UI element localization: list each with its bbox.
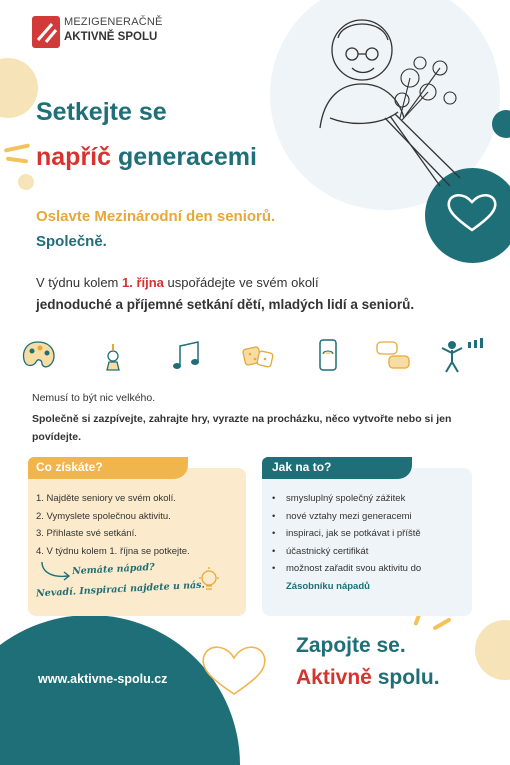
logo-line1: MEZIGENERAČNĚ — [64, 16, 163, 28]
chess-candle-icon — [93, 336, 133, 376]
subhead-line1: Oslavte Mezinárodní den seniorů. — [36, 208, 276, 225]
phone-icon — [308, 336, 348, 376]
heart-outline-icon — [196, 640, 272, 700]
cta-rest: spolu. — [371, 666, 440, 689]
decor-dot — [492, 110, 510, 138]
palette-icon — [18, 336, 58, 376]
decor-stroke — [432, 617, 451, 630]
lightbulb-icon — [196, 566, 222, 596]
steps-list — [36, 490, 190, 560]
handwritten-answer: Nevadí. Inspiraci najdete u nás. — [35, 579, 206, 600]
intro-pre: V týdnu kolem — [36, 275, 122, 290]
ideas-link[interactable]: Zásobníku nápadů — [286, 580, 370, 592]
dice-icon — [238, 336, 278, 376]
headline-line1: Setkejte se — [36, 98, 167, 126]
intro-line1 — [36, 275, 319, 290]
cta-red: Aktivně — [296, 666, 372, 689]
list-item: • nové vztahy mezi generacemi — [272, 510, 412, 522]
decor-stroke — [6, 156, 28, 163]
body-text-2: Společně si zazpívejte, zahrajte hry, vyrazte na procházku, něco vytvořte nebo si jen povídejte. — [32, 413, 452, 443]
list-item: • možnost zařadit svou aktivitu do Zásobníku nápadů — [272, 563, 422, 592]
decor-dot — [475, 620, 510, 680]
list-item: • smysluplný společný zážitek — [272, 493, 406, 504]
list-item: 4. V týdnu kolem 1. října se potkejte. — [36, 545, 190, 557]
logo-icon — [32, 16, 60, 48]
grandmother-illustration — [290, 8, 470, 188]
music-notes-icon — [168, 336, 208, 376]
activity-icons — [18, 336, 488, 376]
body-text-1: Nemusí to být nic velkého. — [32, 392, 156, 404]
card-left-title: Co získáte? — [36, 460, 103, 474]
handwritten-question: Nemáte nápad? — [71, 561, 155, 578]
benefits-list — [272, 490, 462, 595]
intro-line2: jednoduché a příjemné setkání dětí, mladých lidí a seniorů. — [36, 297, 415, 312]
logo-line2: AKTIVNĚ SPOLU — [64, 31, 158, 43]
website-link[interactable]: www.aktivne-spolu.cz — [38, 672, 168, 686]
speech-bubbles-icon — [373, 336, 413, 376]
cta-line1: Zapojte se. — [296, 634, 406, 657]
cta-line2 — [296, 666, 440, 690]
headline-red: napříč — [36, 143, 112, 171]
headline-line2 — [36, 143, 257, 172]
list-item: • inspiraci, jak se potkávat i příště — [272, 528, 421, 539]
headline-rest: generacemi — [111, 143, 257, 171]
list-item: • účastnický certifikát — [272, 545, 369, 557]
list-item: 3. Přihlaste své setkání. — [36, 528, 137, 539]
list-item: 1. Najděte seniory ve svém okolí. — [36, 493, 176, 504]
decor-dot — [18, 174, 34, 190]
subhead-line2: Společně. — [36, 233, 107, 250]
intro-post: uspořádejte ve svém okolí — [163, 275, 319, 290]
list-item: 2. Vymyslete společnou aktivitu. — [36, 510, 171, 522]
decor-stroke — [4, 143, 30, 152]
card-right-title: Jak na to? — [272, 460, 332, 474]
strong-person-icon — [436, 336, 488, 376]
intro-date: 1. října — [122, 275, 164, 290]
decor-dot — [0, 58, 38, 118]
